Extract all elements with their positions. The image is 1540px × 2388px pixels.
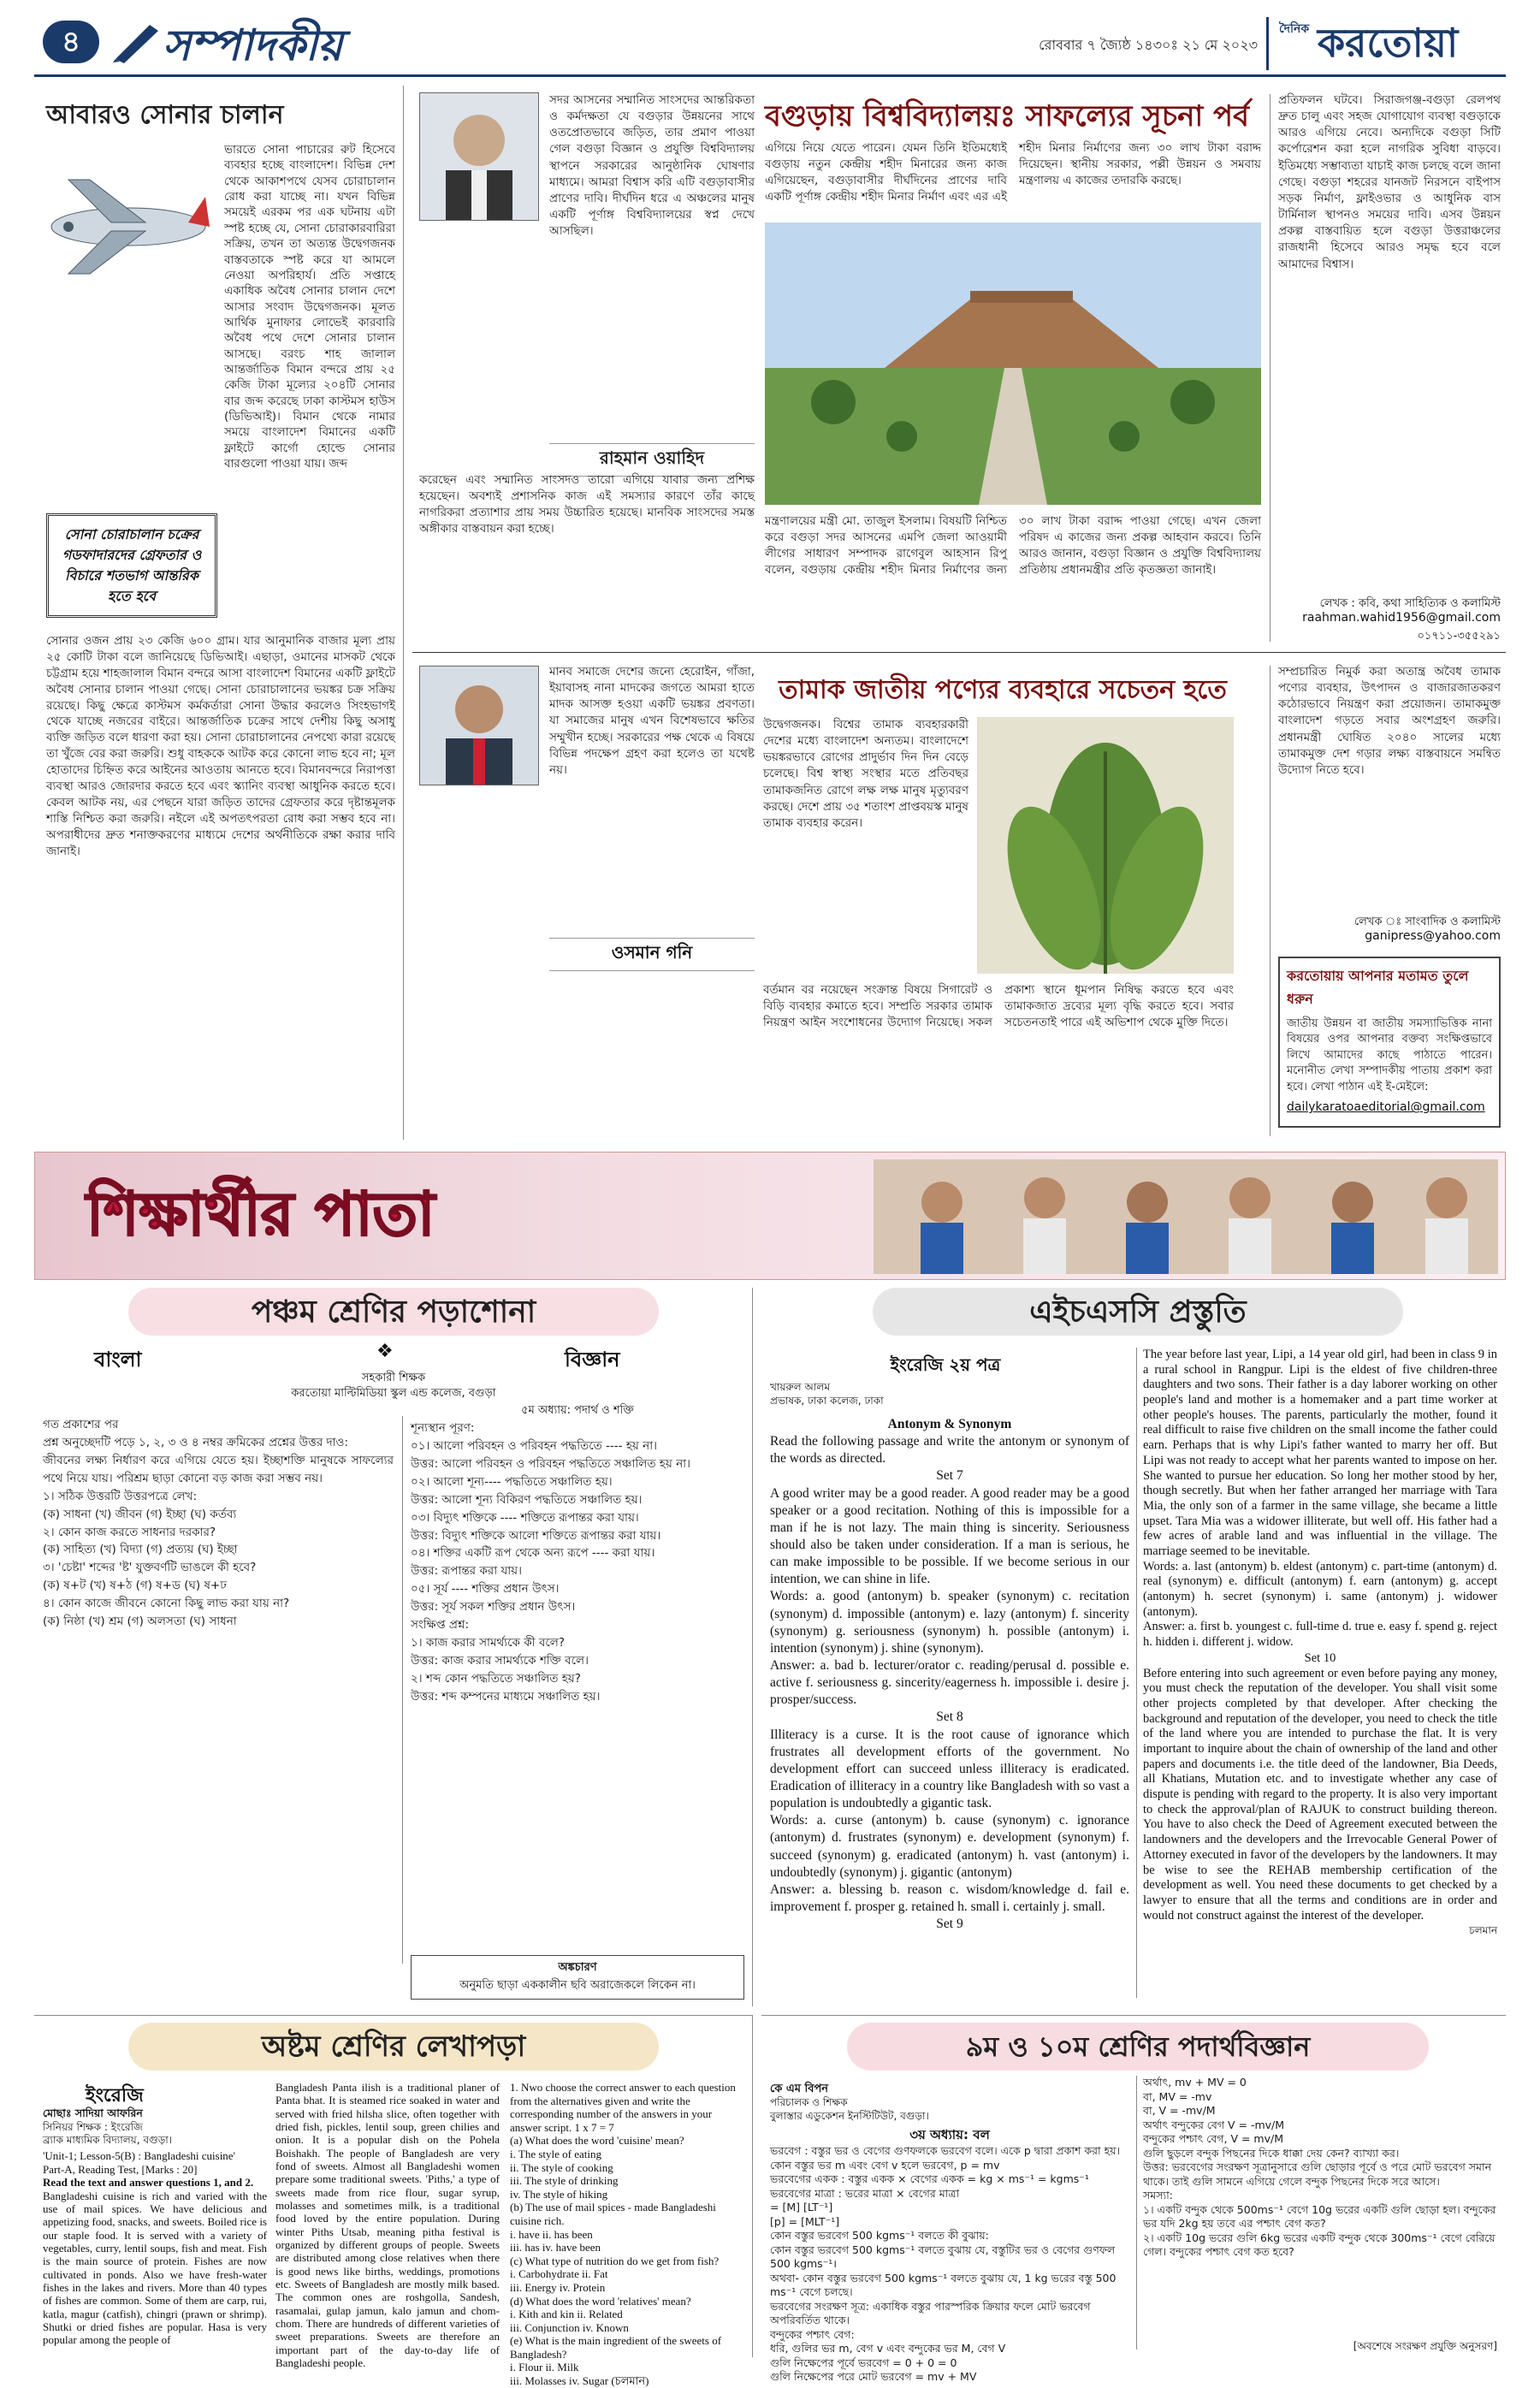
opinion-box bbox=[1278, 957, 1501, 1128]
class5-section bbox=[34, 1288, 753, 2006]
class8-teacher: মোছাঃ সাদিয়া আফরিন bbox=[43, 2107, 143, 2119]
class5-bangla-label: বাংলা bbox=[94, 1348, 142, 1372]
hsc-heading: Antonym & Synonym bbox=[887, 1417, 1012, 1431]
class5-title: পঞ্চম শ্রেণির পড়াশোনা bbox=[128, 1288, 659, 1336]
class8-text1: Bangladeshi cuisine is rich and varied with the use of mail spices. We have delicious and appetizing food, snacks, and sweets. Boiled rice is our staple food. It is served with a variety of vegetables, curry, lentil soups, fish and meat. Fish is the main source of protein. Fishes are now cultivated in ponds. Also we have fresh-water fishes in the lakes and rivers. More than 40 types of fishes are common. Some of them are carp, rui, katla, magur (catfish), chingri (prawn or shrimp). Shutki or dried fishes are popular. Hasa is very popular among the people of bbox=[43, 2189, 267, 2347]
hsc-set8-words: Words: a. curse (antonym) b. cause (synonym) c. ignorance (antonym) d. frustrates (synonym) e. development (synonym) f. succeed (synonym) g. eradicated (antonym) h. vast (antonym) i. undoubtedly (synonym) j. gigantic (antonym) bbox=[770, 1813, 1129, 1880]
class9-continued: [অবশেষে সংরক্ষণ প্রযুক্তি অনুসরণ] bbox=[1353, 2340, 1497, 2352]
class5-school: করতোয়া মাল্টিমিডিয়া স্কুল এন্ড কলেজ, বগুড়া bbox=[291, 1387, 496, 1400]
article1-phone: ০১৭১১-৩৫৫২৯১ bbox=[1417, 630, 1501, 643]
university-photo bbox=[765, 222, 1261, 505]
class8-unit: 'Unit-1; Lesson-5(B) : Bangladeshi cuisine' bbox=[43, 2149, 235, 2162]
class8-part: Part-A, Reading Test, [Marks : 20] bbox=[43, 2162, 198, 2176]
hsc-set7-words: Words: a. good (antonym) b. speaker (synonym) c. recitation (synonym) d. impossible (antonym) e. lazy (antonym) f. sincerity (synonym) g. seriousness (synonym) h. possible (antonym) i. intention (synonym) j. shine (synonym). bbox=[770, 1589, 1129, 1656]
article1-body-mid: এগিয়ে নিয়ে যেতে পারেন। যেমন তিনি ইতিমধ্যেই বগুড়ায় নতুন কেন্দ্রীয় শহীদ মিনারের জন্য কাজ এগিয়েছেন, বগুড়াবাসীর দীর্ঘদিনের প্রাণের দাবি একটি পূর্ণাঙ্গ কেন্দ্রীয় শহীদ মিনার নির্মাণ এবং এর এই শহীদ মিনার নির্মাণের জন্য ৩০ লাখ টাকা বরাদ্দ দিয়েছেন। স্থানীয় সরকার, পল্লী উন্নয়ন ও সমবায় মন্ত্রণালয় এ কাজের তদারকি করছে। bbox=[765, 141, 1261, 204]
education-banner-title: শিক্ষার্থীর পাতা bbox=[86, 1178, 435, 1249]
article1-body-left: সদর আসনের সম্মানিত সাংসদের আন্তরিকতা ও কর্মদক্ষতা যে বগুড়ার উন্নয়নের সাথে ওতপ্রোতভাবে জড়িত, তার প্রমাণ পাওয়া গেল বগুড়া বিজ্ঞান ও প্রযুক্তি বিশ্ববিদ্যালয় স্থাপনে সরকারের আনুষ্ঠানিক ঘোষণার মাধ্যমে। আমরা বিশ্বাস করি এটি বগুড়াবাসীর প্রাণের দাবি। দীর্ঘদিন ধরে এ অঞ্চলের মানুষ একটি পূর্ণাঙ্গ বিশ্ববিদ্যালয়ের স্বপ্ন দেখে আসছিল। bbox=[549, 93, 755, 239]
hsc-set10: Before entering into such agreement or even before paying any money, you must check the reputation of the developer. You shall visit some other projects completed by that developer. After checking the background and reputation of the developer, you need to check the title of the land where you are intended to purchase the flat. It is very important to inquire about the chain of ownership of the land and other papers and documents i.e. the title deed of the landowner, Bia Deeds, all Khatians, Mutation etc. and to investigate whether any case of dispute is pending with regard to the property. It is also very important to check the approval/plan of RAJUK to construct building thereon. You have to also check the Deed of Agreement executed between the landowners and the developers and the Irrevocable General Power of Attorney executed in favor of the developers by the landowners. It may be wise to see the REHAB membership certification of the development as well. You need these documents to get checked by a lawyer to ensure that all the terms and conditions are in order and would not construct against the interest of the developer. bbox=[1143, 1666, 1497, 1923]
article1-signature: লেখক : কবি, কথা সাহিত্যিক ও কলামিস্ট bbox=[1319, 597, 1501, 610]
section-title: সম্পাদকীয় bbox=[163, 20, 343, 70]
hsc-set9-answer: Answer: a. first b. youngest c. full-time d. true e. easy f. spend g. reject h. hidden i. different j. widow. bbox=[1143, 1620, 1497, 1650]
article2-author: ওসমান গনি bbox=[549, 938, 755, 971]
class5-chapter: ৫ম অধ্যায়: পদার্থ ও শক্তি bbox=[521, 1404, 634, 1417]
opinion-body: জাতীয় উন্নয়ন বা জাতীয় সমস্যাভিত্তিক নানা বিষয়ের ওপর আপনার বক্তব্য সংক্ষিপ্তভাবে লিখে আমাদের কাছে পাঠাতে পারেন। মনোনীত লেখা সম্পাদকীয় পাতায় প্রকাশ করা হবে। লেখা পাঠান এই ই-মেইলে: bbox=[1287, 1017, 1492, 1093]
opinion-heading: করতোয়ায় আপনার মতামত তুলে ধরুন bbox=[1287, 968, 1469, 1007]
hsc-section bbox=[761, 1288, 1506, 2006]
page-number: ৪ bbox=[43, 21, 99, 63]
class8-questions: 1. Nwo choose the correct answer to each question from the alternatives given and write the corresponding number of the answers in your answer script. 1 x 7 = 7 (a) What does the word 'cuisine' mean? i. The style of eating ii. The style of cooking iii. The style of drinking iv. The style of hiking (b) The use of mail spices - made Bangladeshi cuisine rich. i. have ii. has been iii. has iv. have been (c) What type of nutrition do we get from fish? i. Carbohydrate ii. Fat iii. Energy iv. Protein (d) What does the word 'relatives' mean? i. Kith and kin ii. Related iii. Conjunction iv. Known (e) What is the main ingredient of the sweets of Bangladesh? i. Flour ii. Milk iii. Molasses iv. Sugar (চলমান) bbox=[510, 2081, 736, 2388]
article1-body-right: প্রতিফলন ঘটবে। সিরাজগঞ্জ-বগুড়া রেলপথ দ্রুত চালু এবং সহজ যোগাযোগ ব্যবস্থা বগুড়াকে আরও এগিয়ে নেবে। অন্যদিকে বগুড়া সিটি কর্পোরেশন করা হলে নাগরিক সুবিধা বাড়বে। ইতিমধ্যে সম্ভাব্যতা যাচাই কাজ চলছে বলে জানা গেছে। বগুড়া শহরের যানজট নিরসনে বাইপাস সড়ক নির্মাণ, ফ্লাইওভার ও আধুনিক বাস টার্মিনাল স্থাপনও সময়ের দাবি। এসব উন্নয়ন প্রকল্প বাস্তবায়িত হলে বগুড়া উত্তরাঞ্চলের রাজধানী হিসেবে আরও সমৃদ্ধ হবে বলে আমাদের বিশ্বাস। bbox=[1278, 93, 1501, 271]
editorial-title: আবারও সোনার চালান bbox=[46, 100, 284, 130]
hsc-set8-answer: Answer: a. blessing b. reason c. wisdom/knowledge d. fail e. improvement f. prosper g. retained h. small i. certainly j. small. bbox=[770, 1881, 1129, 1914]
author-photo-2 bbox=[419, 666, 539, 785]
hsc-school: প্রভাষক, ঢাকা কলেজ, ঢাকা bbox=[770, 1395, 884, 1407]
masthead bbox=[34, 9, 1506, 77]
hsc-teacher: খায়রুল আলম bbox=[770, 1381, 830, 1393]
class9-body-left: ভরবেগ : বস্তুর ভর ও বেগের গুণফলকে ভরবেগ বলে। একে p দ্বারা প্রকাশ করা হয়। কোন বস্তুর ভর m এবং বেগ v হলে ভরবেগ, p = mv ভরবেগের একক : বস্তুর একক × বেগের একক = kg × ms⁻¹ = kgms⁻¹ ভরবেগের মাত্রা : ভরের মাত্রা × বেগের মাত্রা = [M] [LT⁻¹] [p] = [MLT⁻¹] কোন বস্তুর ভরবেগ 500 kgms⁻¹ বলতে কী বুঝায়: কোন বস্তুর ভরবেগ 500 kgms⁻¹ বলতে বুঝায় যে, বস্তুটির ভর ও বেগের গুণফল 500 kgms⁻¹। অথবা- কোন বস্তুর ভরবেগ 500 kgms⁻¹ বলতে বুঝায় যে, 1 kg ভরের বস্তু 500 ms⁻¹ বেগে চলছে। ভরবেগের সংরক্ষণ সূত্র: একাধিক বস্তুর পারস্পরিক ক্রিয়ার ফলে মোট ভরবেগ অপরিবর্তিত থাকে। বন্দুকের পশ্চাৎ বেগ: ধরি, গুলির ভর m, বেগ v এবং বন্দুকের ভর M, বেগ V গুলি নিক্ষেপের পূর্বে ভরবেগ = 0 + 0 = 0 গুলি নিক্ষেপের পরে মোট ভরবেগ = mv + MV bbox=[770, 2144, 1121, 2383]
article-university bbox=[412, 86, 1506, 650]
class5-teacher: সহকারী শিক্ষক bbox=[361, 1372, 426, 1384]
class9-title: ৯ম ও ১০ম শ্রেণির পদার্থবিজ্ঞান bbox=[847, 2023, 1429, 2071]
article2-body-far: সম্প্রচারিত নিমুর্ক করা অতান্ত্র অবৈধ তামাক পণ্যের ব্যবহার, উৎপাদন ও বাজারজাতকরণ কঠোরভাবে নিয়ন্ত্রণ করা প্রয়োজন। তামাকমুক্ত বাংলাদেশ গড়তে সবার অংশগ্রহণ জরুরি। প্রধানমন্ত্রী ঘোষিত ২০৪০ সালের মধ্যে তামাকমুক্ত দেশ গড়ার লক্ষ্য বাস্তবায়নে সমন্বিত উদ্যোগ নিতে হবে। bbox=[1278, 665, 1501, 777]
editorial-pullquote: সোনা চোরাচালান চক্রের গডফাদারদের গ্রেফতার ও বিচারে শতভাগ আন্তরিক হতে হবে bbox=[46, 513, 217, 618]
article2-body-right-main: বর্তমান বর নয়েছেন সংক্রান্ত বিষয়ে সিগারেট ও বিড়ি ব্যবহার কমাতে হবে। সম্প্রতি সরকার তামাক নিয়ন্ত্রণ আইন সংশোধনের উদ্যোগ নিয়েছে। সকল প্রকাশ্য স্থানে ধূমপান নিষিদ্ধ করতে হবে এবং তামাকজাত দ্রব্যের মূল্য বৃদ্ধি করতে হবে। সবার সচেতনতাই পারে এই অভিশাপ থেকে মুক্তি দিতে। bbox=[763, 983, 1234, 1030]
class5-note-title: অঙ্কচারণ bbox=[558, 1961, 597, 1974]
article1-title: বগুড়ায় বিশ্ববিদ্যালয়ঃ সাফল্যের সূচনা পর্ব bbox=[765, 99, 1250, 133]
hsc-set9: The year before last year, Lipi, a 14 year old girl, had been in class 9 in a rural school in Rangpur. Lipi is the eldest of five children-three daughters and two sons. Their father is a day laborer working on other people's land and mother is a homemaker and a part time worker at other people's houses. The parents, particularly the mother, found it real difficult to raise five children on the small income the father could earn. Perhaps that is why Lipi's father wanted to marry her off. But Lipi was not ready to accept what her parents wanted to impose on her. She wanted to pursue her education. So long her mother stood by her, though secretly. But when her father arranged her marriage with Tara Mia, the only son of a farmer in the same village, she became a little upset. Tara Mia was a widower illiterate, but well off. His father had a few acres of arable land and was influential in the village. The marriage seemed to be inevitable. bbox=[1143, 1348, 1497, 1558]
class8-text2: Bangladesh Panta ilish is a traditional planer of Panta bhat. It is steamed rice soaked in water and served with fried hilsha slice, often together with dried fish, pickles, lentil soup, green chilies and onion. It is a popular dish on the Pohela Boishakh. The people of Bangladesh are very fond of sweets. Almost all Bangladeshi women prepare some traditional sweets. 'Piths,' a type of sweets made from rice flour, sugar syrup, molasses and sometimes milk, is a traditional food loved by the entire population. During winter Piths Utsab, meaning pitha festival is organized by different groups of people. Sweets are distributed among close relatives when there is good news like births, weddings, promotions etc. Sweets of Bangladesh are mostly milk based. The common ones are roshgolla, Sandesh, rasamalai, gulap jamun, kalo jamun and chom-chom. There are hundreds of different varieties of sweet preparations. Sweets are therefore an important part of the day-to-day life of Bangladeshi people. bbox=[275, 2081, 500, 2369]
issue-date: রোববার ৭ জ্যৈষ্ঠ ১৪৩০ঃ ২১ মে ২০২৩ bbox=[1039, 37, 1258, 53]
class5-science-body: শূন্যস্থান পূরণ: ০১। আলো পরিবহন ও পরিবহন পদ্ধতিতে ---- হয় না। উত্তর: আলো পরিবহন ও পরিবহন পদ্ধতিতে সঞ্চালিত হয় না। ০২। আলো শূন্য---- পদ্ধতিতে সঞ্চালিত হয়। উত্তর: আলো শূন্য বিকিরণ পদ্ধতিতে সঞ্চালিত হয়। ০৩। বিদ্যুৎ শক্তিকে ---- শক্তিতে রূপান্তর করা যায়। উত্তর: বিদ্যুৎ শক্তিকে আলো শক্তিতে রূপান্তর করা যায়। ০৪। শক্তির একটি রূপ থেকে অন্য রূপে ---- করা যায়। উত্তর: রূপান্তর করা যায়। ০৫। সূর্য ---- শক্তির প্রধান উৎস। উত্তর: সূর্য সকল শক্তির প্রধান উৎস। সংক্ষিপ্ত প্রশ্ন: ১। কাজ করার সামর্থ্যকে কী বলে? উত্তর: কাজ করার সামর্থ্যকে শক্তি বলে। ২। শব্দ কোন পদ্ধতিতে সঞ্চালিত হয়? উত্তর: শব্দ কম্পনের মাধ্যমে সঞ্চালিত হয়। bbox=[411, 1421, 690, 1704]
hsc-title: এইচএসসি প্রস্তুতি bbox=[873, 1288, 1403, 1336]
article2-email: ganipress@yahoo.com bbox=[1365, 929, 1501, 943]
class8-school: ব্র্যাক মাধ্যমিক বিদ্যালয়, বগুড়া। bbox=[43, 2134, 173, 2146]
class9-chapter: ৩য় অধ্যায়: বল bbox=[909, 2127, 990, 2142]
hsc-set8-title: Set 8 bbox=[936, 1710, 963, 1725]
article2-body-left: মানব সমাজে দেশের জন্যে হেরোইন, গাঁজা, ইয়াবাসহ নানা মাদকের জগতে আমরা হাতে মাদক আসক্ত হওয়া একটি ভয়ঙ্কর প্রবণতা। যা সমাজের মানুষ এখন বিশেষভাবে ক্ষতির সম্মুখীন হচ্ছে। সরকারের পক্ষ থেকে এ বিষয়ে বিভিন্ন পদক্ষেপ গ্রহণ করা হলেও তা যথেষ্ট নয়। bbox=[549, 665, 755, 777]
class5-note-box bbox=[411, 1955, 744, 2000]
class9-teacher-role: পরিচালক ও শিক্ষক bbox=[770, 2096, 848, 2108]
hsc-set9-title: Set 9 bbox=[936, 1917, 963, 1932]
hsc-subject: ইংরেজি ২য় পত্র bbox=[890, 1354, 1001, 1375]
hsc-set7-answer: Answer: a. bad b. lecturer/orator c. reading/perusal d. possible e. active f. seriousness g. sincerity/eagerness h. impossible i. desire j. prosper/success. bbox=[770, 1657, 1129, 1708]
class9-teacher: কে এম বিপন bbox=[770, 2083, 829, 2095]
class8-subject: ইংরেজি bbox=[86, 2085, 144, 2107]
paper-small-label: দৈনিক bbox=[1279, 22, 1310, 36]
hsc-set10-title: Set 10 bbox=[1304, 1650, 1336, 1665]
class9-body-right: অর্থাৎ, mv + MV = 0 বা, MV = -mv বা, V = -mv/M অর্থাৎ বন্দুকের বেগ V = -mv/M বন্দুকের পশ্চাৎ বেগ, V = mv/M গুলি ছুড়লে বন্দুক পিছনের দিকে ধাক্কা দেয় কেন? ব্যাখ্যা কর। উত্তর: ভরবেগের সংরক্ষণ সূত্রানুসারে গুলি ছোড়ার পূর্বে ও পরে মোট ভরবেগ সমান থাকে। তাই গুলি সামনে এগিয়ে গেলে বন্দুক পিছনের দিকে সরে আসে। সমস্যা: ১। একটি বন্দুক থেকে 500ms⁻¹ বেগে 10g ভরের একটি গুলি ছোড়া হল। বন্দুকের ভর যদি 2kg হয় তবে এর পশ্চাৎ বেগ কত? ২। একটি 10g ভরের গুলি 6kg ভরের একটি বন্দুক থেকে 300ms⁻¹ বেগে বেরিয়ে গেল। বন্দুকের পশ্চাৎ বেগ কত হবে? bbox=[1143, 2076, 1496, 2258]
hsc-col-1 bbox=[770, 1416, 1129, 1933]
education-banner bbox=[34, 1152, 1506, 1280]
tobacco-photo bbox=[977, 717, 1234, 974]
class9-school: বুলাস্তার এডুকেশন ইনস্টিটিউট, বগুড়া। bbox=[770, 2110, 929, 2122]
article1-body-mid2: মন্ত্রণালয়ের মন্ত্রী মো. তাজুল ইসলাম। বিষয়টি নিশ্চিত করে বগুড়া সদর আসনের এমপি জেলা আওয়ামী লীগের সাধারণ সম্পাদক রাগেবুল আহসান রিপু বলেন, বগুড়ায় কেন্দ্রীয় শহীদ মিনার নির্মাণের জন্য ৩০ লাখ টাকা বরাদ্দ পাওয়া গেছে। এখন জেলা পরিষদ এ কাজের জন্য প্রকল্প আহবান করবে। তিনি আরও জানান, বগুড়া বিজ্ঞান ও প্রযুক্তি বিশ্ববিদ্যালয় প্রতিষ্ঠায় প্রধানমন্ত্রীর প্রতি কৃতজ্ঞতা জানাই। bbox=[765, 514, 1261, 578]
article1-author: রাহমান ওয়াহিদ bbox=[549, 443, 755, 477]
students-photo bbox=[874, 1159, 1498, 1274]
hsc-set7-title: Set 7 bbox=[936, 1468, 963, 1484]
airplane-illustration bbox=[43, 145, 214, 308]
article2-title: তামাক জাতীয় পণ্যের ব্যবহারে সচেতন হতে bbox=[779, 675, 1227, 705]
article1-body-left2: করেছেন এবং সম্মানিত সাংসদও তারো এগিয়ে যাবার জন্য প্রশিক্ষ হয়েছেন। অবশ্যই প্রশাসনিক কাজ এই সমস্যার কারণে তাঁর কাছে নাগরিকরা প্রত্যাশার প্রায় সময় উচ্চারিত হয়েছে। মানবিক সাংসদের সমস্ত অঙ্গীকার বাস্তবায়ন করা হচ্ছে। bbox=[419, 473, 755, 536]
editorial-body-2: সোনার ওজন প্রায় ২৩ কেজি ৬০০ গ্রাম। যার আনুমানিক বাজার মূল্য প্রায় ২৫ কোটি টাকা বলে জানিয়েছে ডিভিআই। এছাড়া, ওমানের মাসকট থেকে চট্টগ্রাম হয়ে শাহজালাল বিমান বন্দরে আসা বাংলাদেশ বিমানের একটি ফ্লাইটে অবৈধ সোনার চালান পাওয়া গেছে। সোনা চোরাচালানের ভয়ঙ্কর চক্র সক্রিয় রয়েছে। কিছু ক্ষেত্রে কাস্টমস কর্মকর্তারা সোনা উদ্ধার করলেও সিংহভাগই থেকে যাচ্ছে নজরের বাইরে। আন্তর্জাতিক চক্রের সাথে দেশীয় কিছু অসাধু ব্যক্তি জড়িত বলে ধারণা করা হয়। সোনা চোরাচালানের নেপথ্যে কারা রয়েছে তা খুঁজে বের করা জরুরি। শুধু বাহককে আটক করে কোনো লাভ হবে না; মূল হোতাদের চিহ্নিত করে আইনের আওতায় আনতে হবে। বিমানবন্দরে নিরাপত্তা ব্যবস্থা আরও জোরদার করতে হবে এবং স্ক্যানিং ব্যবস্থা আধুনিক করতে হবে। কেবল আটক নয়, এর পেছনে যারা জড়িত তাদের গ্রেফতার করে দৃষ্টান্তমূলক শাস্তি নিশ্চিত করা জরুরি। নইলে এই অপতৎপরতা রোধ করা সম্ভব হবে না। অপরাধীদের দ্রুত শনাক্তকরণের মাধ্যমে দেশের অর্থনীতিকে রক্ষা করার দাবি জানাই। bbox=[46, 634, 395, 858]
article-tobacco bbox=[412, 657, 1506, 1145]
editorial-body-1: ভারতে সোনা পাচারের রুট হিসেবে ব্যবহার হচ্ছে বাংলাদেশ। বিভিন্ন দেশ থেকে আকাশপথে যেসব চোরাচালান রোধ করা যাচ্ছে না। যখন বিভিন্ন সময়েই এরকম পর এক ঘটনায় এটা স্পষ্ট হচ্ছে যে, সোনা চোরাকারবারিরা সক্রিয়, তখন তা অত্যন্ত উদ্বেগজনক বাস্তবতাকে স্পষ্ট করে যা আমলে নেওয়া অপরিহার্য। প্রতি সপ্তাহে একাধিক অবৈধ সোনার চালান দেশে আসার সংবাদ উদ্বেগজনক। মূলত আর্থিক মুনাফার লোভেই কারবারি অবৈধ পথে দেশে সোনার চালান আসছে। বরংচ শাহ জালাল আন্তর্জাতিক বিমান বন্দরে প্রায় ২৫ কেজি টাকা মূল্যের ২০৪টি সোনার বার জব্দ করেছে ঢাকা কাস্টমস হাউস (ডিভিআই)। বিমান থেকে নামার সময়ে বাংলাদেশ বিমানের একটি ফ্লাইটে কার্গো হোল্ডে সোনার বারগুলো পাওয়া যায়। জব্দ bbox=[224, 143, 395, 471]
class8-title: অষ্টম শ্রেণির লেখাপড়া bbox=[128, 2023, 659, 2071]
article1-email: raahman.wahid1956@gmail.com bbox=[1302, 611, 1501, 625]
article2-body-mid: উদ্বেগজনক। বিশ্বের তামাক ব্যবহারকারী দেশের মধ্যে বাংলাদেশ অন্যতম। বাংলাদেশে ভয়ঙ্করভাবে রোগের প্রাদুর্ভাব দিন দিন বেড়ে চলেছে। বিশ্ব স্বাস্থ্য সংস্থার মতে প্রতিবছর তামাকজনিত রোগে লক্ষ লক্ষ মানুষ মৃত্যুবরণ করছে। দেশে প্রায় ৩৫ শতাংশ প্রাপ্তবয়স্ক মানুষ তামাক ব্যবহার করেন। bbox=[763, 718, 968, 830]
author-photo bbox=[419, 92, 539, 221]
hsc-instruction: Read the following passage and write the antonym or synonym of the words as directed. bbox=[770, 1434, 1129, 1467]
hsc-set8: Illiteracy is a curse. It is the root cause of ignorance which frustrates all development efforts of the government. No development effort can succeed unless illiteracy is eradicated. Eradication of illiteracy in a country like Bangladesh with so vast a population is undoubtedly a gigantic task. bbox=[770, 1727, 1129, 1811]
class8-section bbox=[34, 2015, 753, 2388]
class8-instruction: Read the text and answer questions 1, and 2. bbox=[43, 2176, 254, 2189]
paper-name: করতোয়া bbox=[1318, 20, 1459, 66]
class5-note: অনুমতি ছাড়া এককালীন ছবি অরাজেকলে লিকেন না। bbox=[459, 1979, 696, 1992]
hsc-col-2 bbox=[1143, 1348, 1497, 1941]
class8-teacher-role: সিনিয়র শিক্ষক : ইংরেজি bbox=[43, 2121, 143, 2133]
hsc-set7: A good writer may be a good reader. A good reader may be a good speaker or a good recitation. Nothing of this is impossible for a man if he is not lazy. The main thing is sincerity. Seriousness should also be taken under consideration. If a man is serious, he can make impossible to be possible. If we become serious in our intention, we can shine in life. bbox=[770, 1485, 1129, 1587]
class5-science-label: বিজ্ঞান bbox=[565, 1348, 620, 1372]
class8-col-1 bbox=[43, 2149, 267, 2347]
editorial-box bbox=[34, 86, 404, 1140]
hsc-set9-words: Words: a. last (antonym) b. eldest (antonym) c. part-time (antonym) d. real (synonym) e. difficult (antonym) f. earn (antonym) g. accept (antonym) h. secret (synonym) i. same (antonym) j. widower (antonym). bbox=[1143, 1559, 1497, 1619]
class5-bangla-body: গত প্রকাশের পর প্রশ্ন অনুচ্ছেদটি পড়ে ১, ২, ৩ ও ৪ নম্বর ক্রমিকের প্রশ্নের উত্তর দাও: জীবনের লক্ষ্য নির্ধারণ করে এগিয়ে যেতে হয়। ইচ্ছাশক্তি মানুষকে সাফল্যের পথে নিয়ে যায়। পরিশ্রম ছাড়া কোনো বড় কাজ করা সম্ভব নয়। ১। সঠিক উত্তরটি উত্তরপত্রে লেখ: (ক) সাধনা (খ) জীবন (গ) ইচ্ছা (ঘ) কর্তব্য ২। কোন কাজ করতে সাধনার দরকার? (ক) সাহিত্য (খ) বিদ্যা (গ) প্রত্যয় (ঘ) ইচ্ছা ৩। 'চেষ্টা' শব্দের 'ষ্ট' যুক্তবর্ণটি ভাঙলে কী হবে? (ক) ষ+ট (খ) ষ+ঠ (গ) ষ+ড (ঘ) ষ+ঢ ৪। কোন কাজে জীবনে কোনো কিছু লাভ করা যায় না? (ক) নিষ্ঠা (খ) শ্রম (গ) অলসতা (ঘ) সাধনা bbox=[43, 1418, 394, 1629]
pen-icon bbox=[111, 21, 163, 63]
class9-section bbox=[761, 2015, 1506, 2383]
hsc-continued: চলমান bbox=[1469, 1924, 1497, 1937]
article2-signature: লেখক ঃ সাংবাদিক ও কলামিস্ট bbox=[1353, 915, 1501, 928]
diamond-icon: ❖ bbox=[376, 1341, 394, 1362]
opinion-email[interactable]: dailykaratoaeditorial@gmail.com bbox=[1287, 1100, 1485, 1115]
masthead-divider bbox=[1266, 17, 1269, 70]
